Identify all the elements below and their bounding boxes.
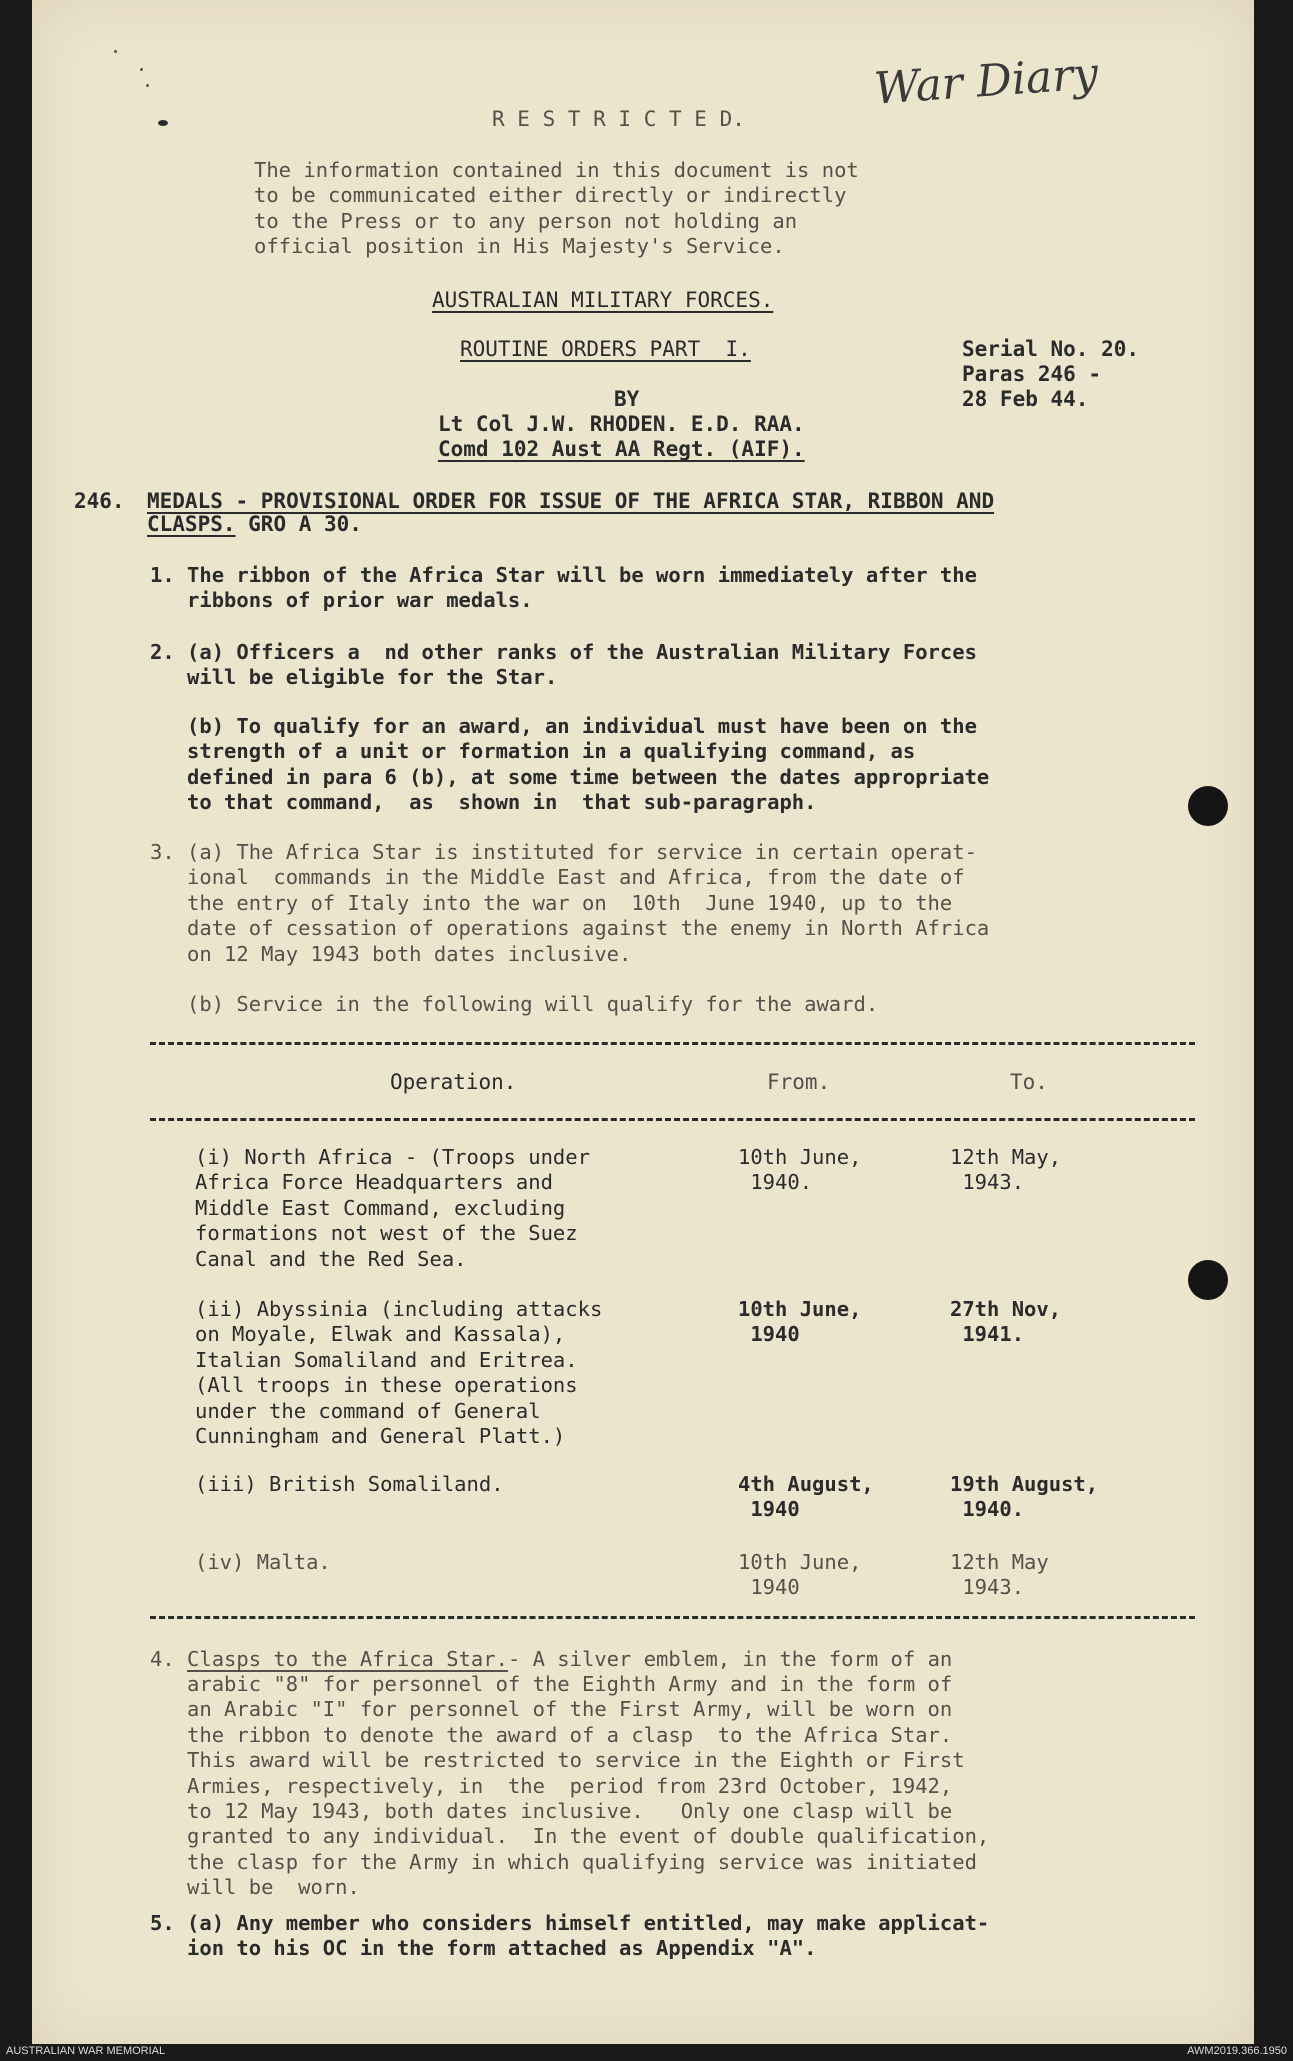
para-4-heading: Clasps to the Africa Star.: [187, 1647, 508, 1671]
restriction-notice: The information contained in this document is not to be communicated either directly or indirectly to the Press or to any person not holding an official position in His Majesty's Service.: [254, 158, 859, 259]
para-4-lead-text: - A silver emblem, in the form of an: [507, 1647, 953, 1671]
col-from-header: From.: [767, 1070, 831, 1094]
ink-mark: [158, 120, 168, 126]
ink-dot: [146, 84, 149, 87]
command-line: Comd 102 Aust AA Regt. (AIF).: [438, 437, 805, 461]
para-title-gro: GRO A 30.: [235, 512, 362, 536]
restricted-heading: R E S T R I C T E D.: [492, 107, 745, 131]
para-3a: 3. (a) The Africa Star is instituted for service in certain operat- ional commands in the Middle East and Africa, from the date of the entry of Italy into the war on 10th June 1940, up to the date of cessation of operations against the enemy in North Africa on 12 May 1943 both dates inclusive.: [150, 840, 990, 966]
col-to-header: To.: [1010, 1070, 1048, 1094]
table-row-to: 27th Nov, 1941.: [950, 1297, 1062, 1347]
table-rule-top: [150, 1042, 1195, 1045]
document-page: [32, 0, 1254, 2044]
table-row-op: (iv) Malta.: [195, 1550, 331, 1574]
col-operation-header: Operation.: [390, 1070, 517, 1094]
serial-block: Serial No. 20. Paras 246 ‑ 28 Feb 44.: [962, 337, 1140, 411]
footer-accession: AWM2019.366.1950: [1187, 2045, 1287, 2057]
para-number: 246.: [74, 489, 125, 513]
ink-dot: [140, 68, 143, 71]
handwritten-note: War Diary: [872, 48, 1100, 115]
ink-dot: [114, 50, 117, 53]
orders-title: ROUTINE ORDERS PART I.: [460, 337, 751, 361]
by-label: BY: [614, 387, 640, 411]
para-2a: 2. (a) Officers a nd other ranks of the Australian Military Forces will be eligible for the Star.: [150, 640, 977, 690]
table-row-from: 10th June, 1940.: [738, 1145, 862, 1195]
table-rule-header: [150, 1118, 1195, 1121]
table-row-to: 19th August, 1940.: [950, 1472, 1099, 1522]
table-row-op: (iii) British Somaliland.: [195, 1472, 504, 1496]
table-row-from: 10th June, 1940: [738, 1297, 862, 1347]
para-3b: (b) Service in the following will qualify for the award.: [150, 992, 879, 1016]
table-row-to: 12th May, 1943.: [950, 1145, 1062, 1195]
table-row-op: (i) North Africa - (Troops under Africa Force Headquarters and Middle East Command, excluding formations not west of the Suez Canal and the Red Sea.: [195, 1145, 590, 1271]
table-row-from: 10th June, 1940: [738, 1550, 862, 1600]
para-1: 1. The ribbon of the Africa Star will be worn immediately after the ribbons of prior war medals.: [150, 563, 977, 613]
table-row-from: 4th August, 1940: [738, 1472, 874, 1522]
punch-hole: [1188, 786, 1228, 826]
para-4-body: arabic "8" for personnel of the Eighth Army and in the form of an Arabic "I" for personnel of the First Army, will be worn on the ribbon to denote the award of a clasp to the Africa Star. This award will be restricted to service in the Eighth or First Armies, respectively, in the period from 23rd October, 1942, to 12 May 1943, both dates inclusive. Only one clasp will be granted to any individual. In the event of double qualification, the clasp for the Army in which qualifying service was initiated will be worn.: [187, 1672, 990, 1900]
footer-source: AUSTRALIAN WAR MEMORIAL: [6, 2045, 166, 2057]
para-4-number: 4.: [150, 1647, 188, 1671]
para-title-line1: MEDALS - PROVISIONAL ORDER FOR ISSUE OF THE AFRICA STAR, RIBBON AND: [147, 489, 995, 513]
para-5a: 5. (a) Any member who considers himself entitled, may make applicat- ion to his OC in the form attached as Appendix "A".: [150, 1911, 990, 1961]
para-title-clasps: CLASPS.: [147, 512, 236, 536]
force-title: AUSTRALIAN MILITARY FORCES.: [432, 288, 774, 312]
table-row-op: (ii) Abyssinia (including attacks on Moyale, Elwak and Kassala), Italian Somaliland and Eritrea. (All troops in these operations under the command of General Cunningham and General Platt.): [195, 1297, 603, 1449]
para-4-first-line: [150, 1647, 952, 1672]
officer-name: Lt Col J.W. RHODEN. E.D. RAA.: [438, 412, 805, 436]
punch-hole: [1188, 1260, 1228, 1300]
table-rule-bottom: [150, 1616, 1195, 1619]
para-2b: (b) To qualify for an award, an individual must have been on the strength of a unit or formation in a qualifying command, as defined in para 6 (b), at some time between the dates appropriate to that command, as shown in that sub-paragraph.: [187, 714, 990, 815]
table-row-to: 12th May 1943.: [950, 1550, 1049, 1600]
para-title-line2: [147, 512, 362, 537]
